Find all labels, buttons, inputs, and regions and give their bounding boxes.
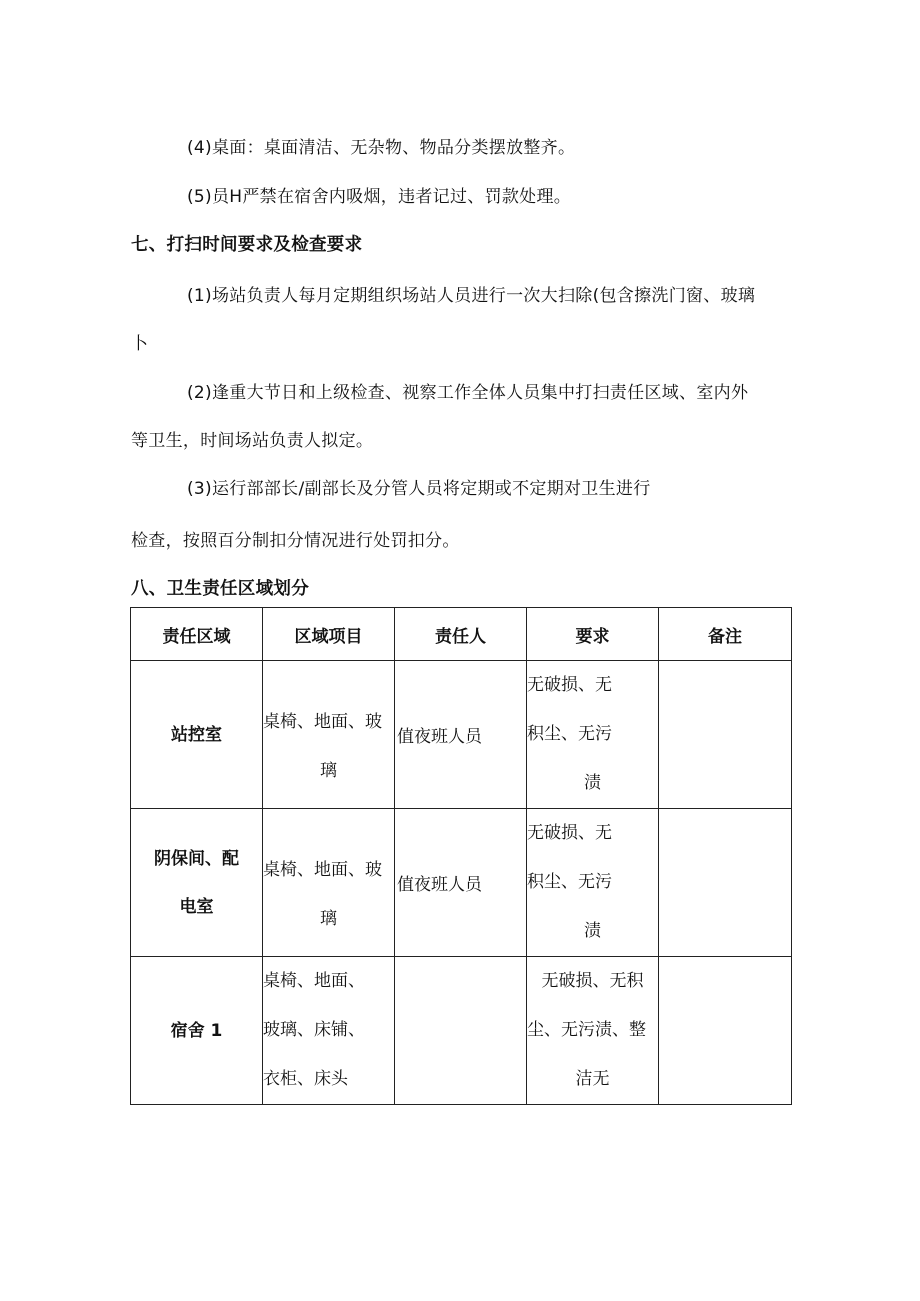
cell-items (263, 661, 395, 809)
cell-area-text: 站控室 (171, 724, 222, 745)
section-7-item-2-line-1: (2)逢重大节日和上级检查、视察工作全体人员集中打扫责任区域、室内外 (187, 383, 749, 403)
cell-requirement-line: 尘、无污渍、整 (527, 1020, 646, 1040)
cell-requirement-line: 无破损、无积 (541, 971, 644, 991)
cell-person: 值夜班人员 (395, 809, 527, 957)
cell-items-line: 玻璃、床铺、 (263, 1020, 365, 1040)
cell-requirement-line: 渍 (584, 773, 601, 793)
cell-requirement-line: 渍 (584, 921, 601, 941)
section-7-item-3-line-2: 检查，按照百分制扣分情况进行处罚扣分。 (131, 531, 460, 551)
cell-note (659, 809, 792, 957)
cell-area (131, 809, 263, 957)
cell-note (659, 661, 792, 809)
cell-items-line: 璃 (320, 908, 337, 929)
cell-items (263, 957, 395, 1105)
cell-items-line: 璃 (320, 760, 337, 781)
table-row (131, 809, 792, 957)
cell-person (395, 957, 527, 1105)
section-7-heading: 七、打扫时间要求及检查要求 (131, 235, 363, 255)
cell-requirement-line: 无破损、无 (527, 823, 612, 843)
cell-items-line: 桌椅、地面、玻 (263, 859, 382, 880)
cell-area (131, 661, 263, 809)
header-person: 责任人 (395, 608, 527, 661)
cell-note (659, 957, 792, 1105)
cell-requirement-line: 洁无 (575, 1069, 610, 1089)
table-header-row (131, 608, 792, 661)
paragraph-smoking: (5)员H严禁在宿舍内吸烟，违者记过、罚款处理。 (187, 187, 572, 207)
table-row (131, 957, 792, 1105)
cell-area (131, 957, 263, 1105)
cell-person: 值夜班人员 (395, 661, 527, 809)
header-items: 区域项目 (263, 608, 395, 661)
responsibility-table (130, 607, 792, 1105)
cell-items (263, 809, 395, 957)
cell-requirement-line: 积尘、无污 (527, 724, 612, 744)
section-7-item-2-line-2: 等卫生，时间场站负责人拟定。 (131, 431, 374, 451)
header-area: 责任区域 (131, 608, 263, 661)
cell-items-line: 衣柜、床头 (263, 1069, 348, 1089)
cell-requirement (527, 661, 659, 809)
paragraph-desk: (4)桌面：桌面清洁、无杂物、物品分类摆放整齐。 (187, 138, 576, 158)
cell-area-text: 宿舍 1 (170, 1020, 223, 1041)
section-7-item-1-line-2: 卜 (131, 334, 149, 354)
cell-items-line: 桌椅、地面、 (263, 971, 365, 991)
header-requirement: 要求 (527, 608, 659, 661)
cell-area-text: 电室 (179, 896, 214, 917)
section-7-item-1-line-1: (1)场站负责人每月定期组织场站人员进行一次大扫除(包含擦洗门窗、玻璃 (187, 286, 756, 306)
section-8-heading: 八、卫生责任区域划分 (131, 579, 309, 599)
section-7-item-3-line-1: (3)运行部部长/副部长及分管人员将定期或不定期对卫生进行 (187, 479, 651, 499)
cell-requirement (527, 809, 659, 957)
header-note: 备注 (659, 608, 792, 661)
cell-area-text: 阴保间、配 (154, 848, 239, 869)
cell-items-line: 桌椅、地面、玻 (263, 711, 382, 732)
cell-requirement (527, 957, 659, 1105)
cell-requirement-line: 积尘、无污 (527, 872, 612, 892)
table-row (131, 661, 792, 809)
cell-requirement-line: 无破损、无 (527, 675, 612, 695)
